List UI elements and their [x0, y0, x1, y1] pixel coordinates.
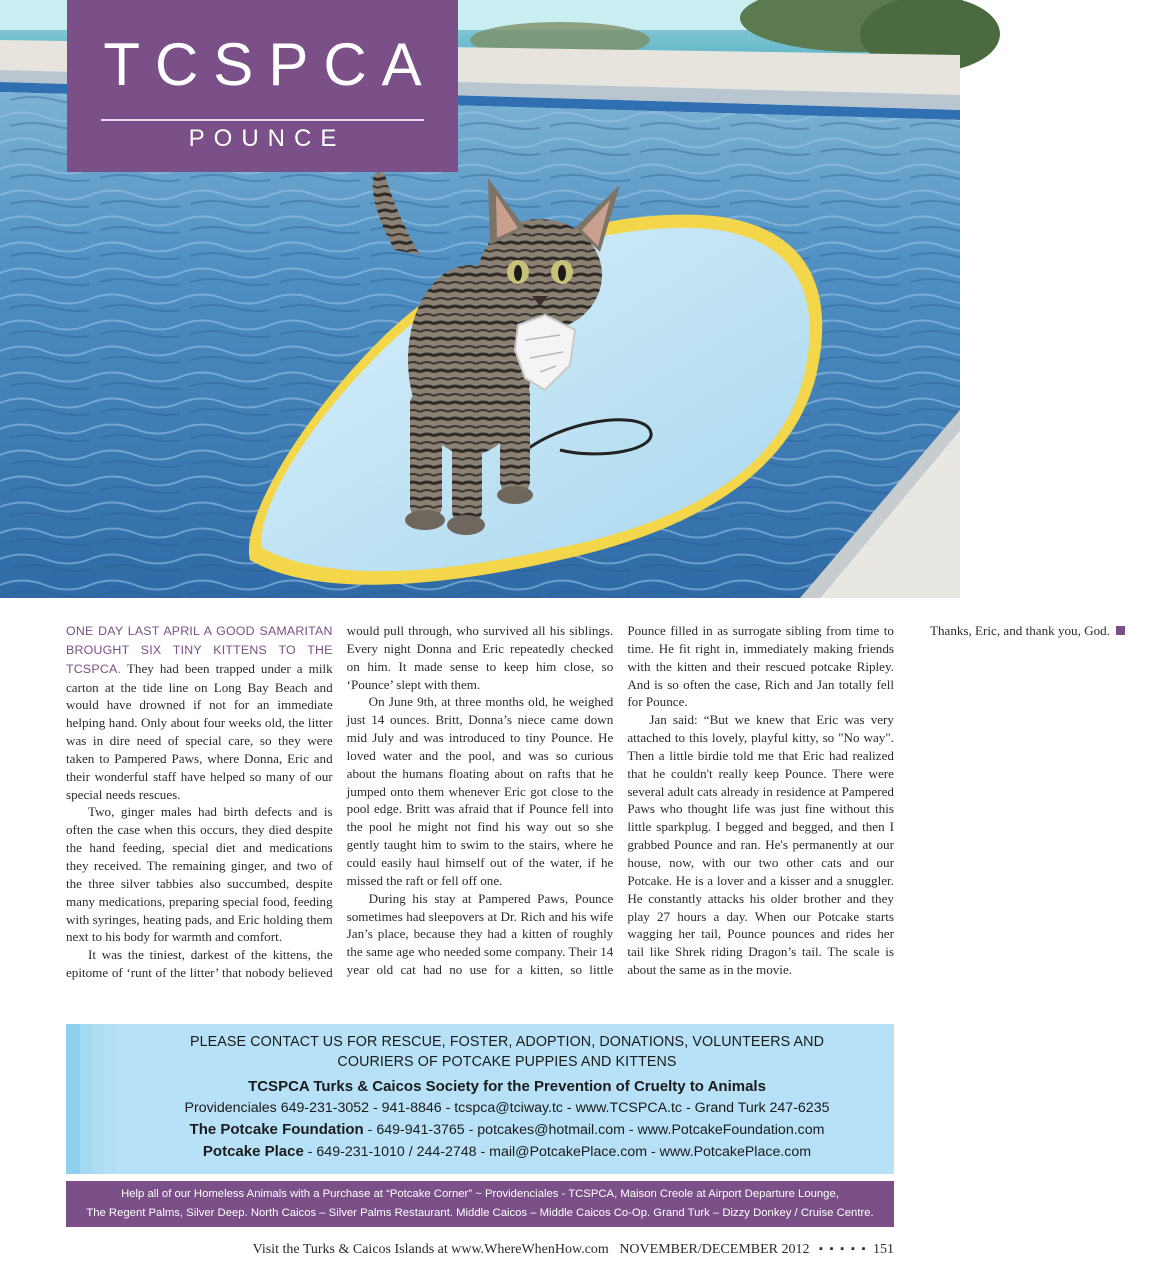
article-paragraph-7 [908, 622, 1175, 640]
article-paragraph-5: During his stay at Pampered Paws, Pounce sometimes had sleepovers at Dr. Rich and his wife Jan’s place, because they had a kitten of roughly the same age who needed some company. Their 14 year old cat had no use for a kitten, so little Pounce filled in as surrogate sibling from time to time. He fit right in, immediately making friends with the kitten and their rescued potcake Ripley. And is so often the case, Rich and Jan totally fell for Pounce. [346, 623, 894, 978]
footer-visit-text: Visit the Turks & Caicos Islands at www.WhereWhenHow.com [252, 1242, 609, 1257]
article-title: POUNCE [188, 125, 346, 152]
title-divider [101, 119, 424, 121]
tcspca-name: TCSPCA Turks & Caicos Society for the Prevention of Cruelty to Animals [248, 1078, 766, 1095]
contact-box-stripes [66, 1024, 126, 1174]
potcake-place-contact [120, 1141, 894, 1163]
tcspca-contact-details: Providenciales 649-231-3052 - 941-8846 - tcspca@tciway.tc - www.TCSPCA.tc - Grand Turk 247-6235 [184, 1100, 830, 1116]
potcake-place-name: Potcake Place [202, 1143, 304, 1160]
article-paragraph-1-text: They had been trapped under a milk carton at the tide line on Long Bay Beach and would have drowned if not for an immediate helping hand. Only about four weeks old, the litter was in dire need of special care, so they were taken to Pampered Paws, where Donna, Eric and their wonderful staff have helped so many of our special needs rescues. [66, 660, 333, 802]
article-closing-text: Thanks, Eric, and thank you, God. [929, 623, 1110, 638]
contact-details [120, 1032, 894, 1163]
article-paragraph-2: Two, ginger males had birth defects and is often the case when this occurs, they died despite the hand feeding, special diet and medications they received. The remaining ginger, and two of the three silver tabbies also succumbed, despite many medications, preparing special food, feeding with syringes, heating pads, and Eric holding them next to his body for warmth and comfort. [66, 804, 333, 945]
contact-box [66, 1024, 894, 1174]
article-paragraph-4: On June 9th, at three months old, he weighed just 14 ounces. Britt, Donna’s niece came down mid July and was introduced to tiny Pounce. He loved water and the pool, and was so curious about the humans floating about on rafts that he jumped onto them whenever Eric got close to the pool edge. Britt was afraid that if Pounce fell into the pool he might not find his way out so she gently taught him to swim to the stairs, where he could easily haul himself out of the water, if he missed the raft or fell off one. [346, 694, 614, 888]
banner-line-1: Help all of our Homeless Animals with a Purchase at “Potcake Corner” ~ Providenciales - TCSPCA, Maison Creole at Airport Departure Lounge, [121, 1188, 839, 1200]
contact-heading-line-2: COURIERS OF POTCAKE PUPPIES AND KITTENS [337, 1054, 677, 1070]
article-paragraph-1 [66, 622, 333, 803]
article-body [66, 622, 1110, 994]
page-number: 151 [873, 1242, 894, 1257]
article-lead-in: ONE DAY LAST APRIL A GOOD SAMARITAN BROUGHT SIX TINY KITTENS TO THE TCSPCA. [66, 624, 333, 676]
potcake-foundation-contact [120, 1119, 894, 1141]
potcake-foundation-name: The Potcake Foundation [189, 1121, 364, 1138]
article-paragraph-3: It was the tiniest, darkest of the kittens, the epitome of ‘runt of the litter’ that nobody believed would pull through, who survived all his siblings. Every night Donna and Eric repeatedly checked on him. It made sense to keep him close, so ‘Pounce’ slept with them. [66, 623, 614, 981]
contact-heading-line-1: PLEASE CONTACT US FOR RESCUE, FOSTER, ADOPTION, DONATIONS, VOLUNTEERS AND [189, 1034, 825, 1050]
potcake-foundation-details: - 649-941-3765 - potcakes@hotmail.com - www.PotcakeFoundation.com [363, 1122, 825, 1138]
banner-line-2: The Regent Palms, Silver Deep. North Caicos – Silver Palms Restaurant. Middle Caicos – Middle Caicos Co-Op. Grand Turk – Dizzy Donkey / Cruise Centre. [86, 1207, 874, 1219]
magazine-section-title: TCSPCA [103, 31, 437, 98]
section-title-block [67, 0, 458, 172]
small-square-icon [1116, 626, 1125, 635]
article-paragraph-6: Jan said: “But we knew that Eric was very attached to this lovely, playful kitty, so "No way". Then a little birdie told me that Eric had realized that he couldn't really keep Pounce. There were several adult cats already in residence at Pampered Paws who thought life was just fine without this little sparkplug. I begged and begged, and then I grabbed Pounce and ran. He's permanently at our house, now, with our two other cats and our Potcake. He is a lover and a kisser and a snuggler. He constantly attacks his older brother and they play 27 hours a day. When our Potcake starts wagging her tail, Pounce pounces and rides her tail like Shrek riding Dragon’s tail. The scale is about the same as in the movie. [627, 712, 894, 978]
footer-dots: ▪ ▪ ▪ ▪ ▪ [819, 1243, 868, 1255]
potcake-corner-banner [66, 1181, 894, 1227]
footer-issue-date: NOVEMBER/DECEMBER 2012 [619, 1242, 810, 1257]
page-footer [253, 1240, 894, 1258]
potcake-place-details: - 649-231-1010 / 244-2748 - mail@PotcakePlace.com - www.PotcakePlace.com [303, 1144, 812, 1160]
